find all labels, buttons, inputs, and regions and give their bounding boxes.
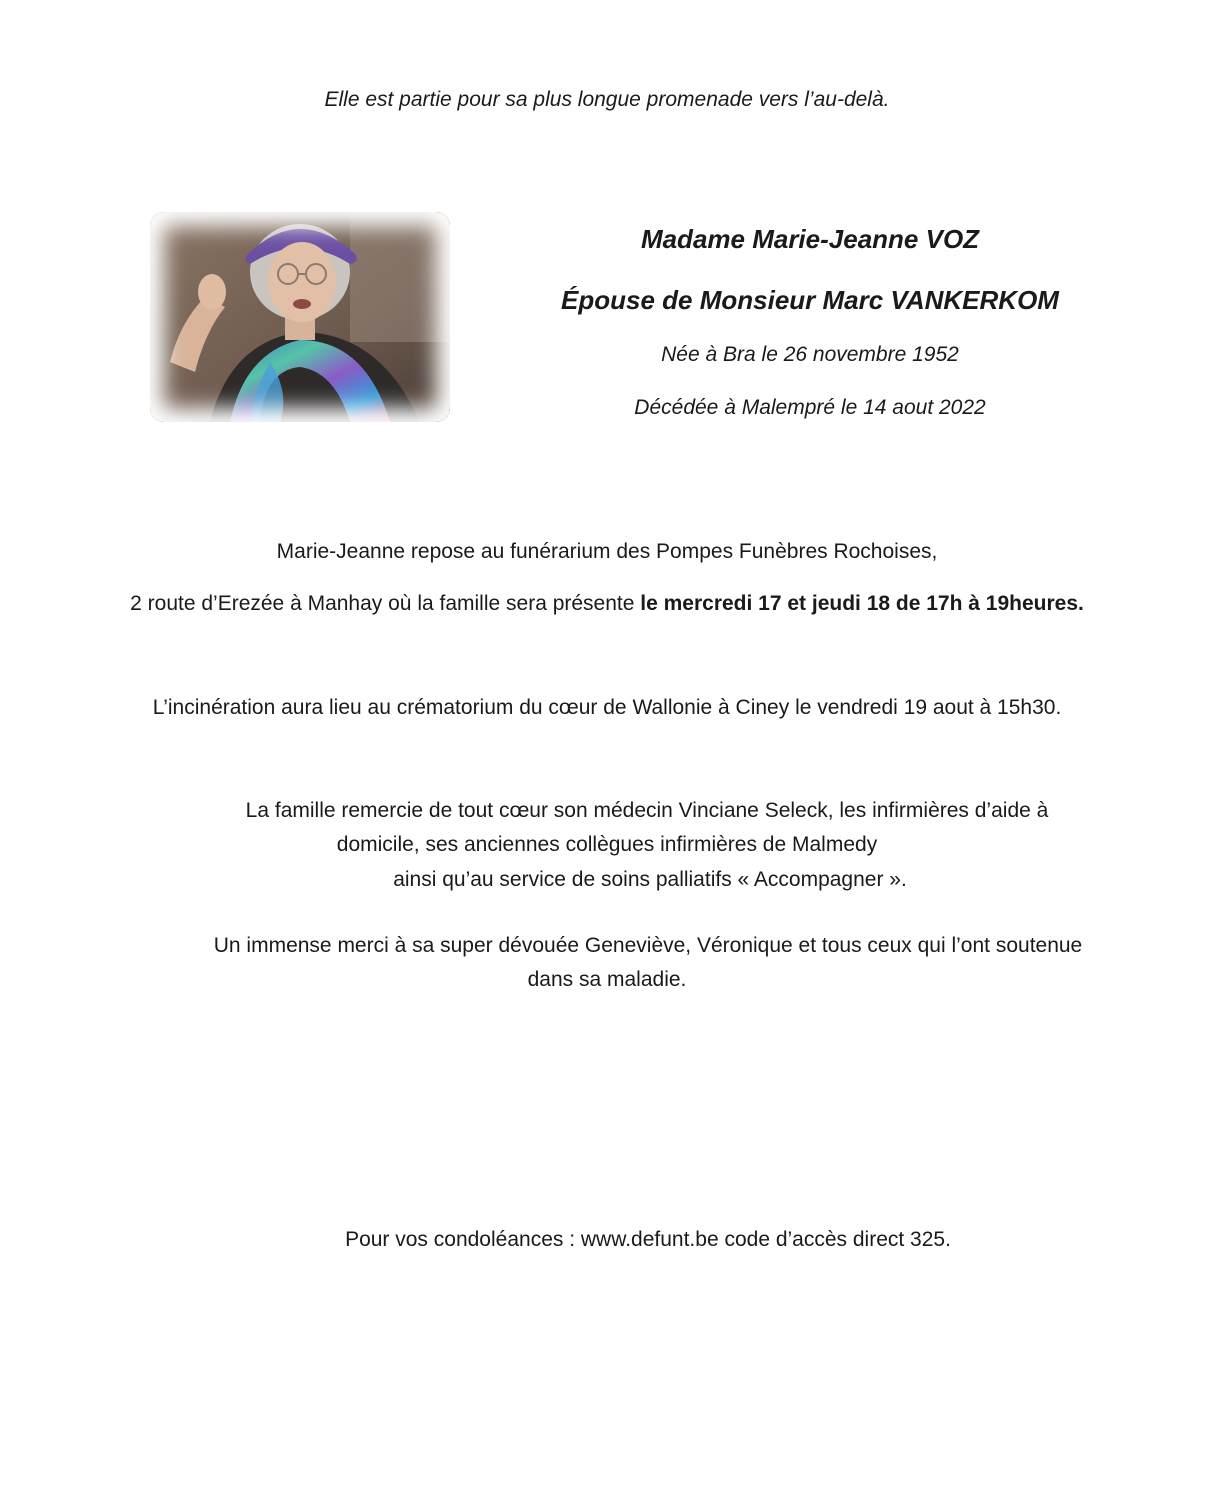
thanks-line-3: ainsi qu’au service de soins palliatifs « Accompagner ». bbox=[393, 868, 907, 891]
epigraph: Elle est partie pour sa plus longue promenade vers l’au-delà. bbox=[324, 88, 890, 111]
visitation-line-1: Marie-Jeanne repose au funérarium des Pompes Funèbres Rochoises, bbox=[276, 540, 938, 563]
spouse-line: Épouse de Monsieur Marc VANKERKOM bbox=[561, 285, 1059, 315]
thanks-line-2: domicile, ses anciennes collègues infirmières de Malmedy bbox=[336, 833, 878, 856]
visitation-address: 2 route d’Erezée à Manhay où la famille sera présente bbox=[130, 592, 641, 615]
visitation-dates: le mercredi 17 et jeudi 18 de 17h à 19heures. bbox=[640, 592, 1084, 615]
death-line: Décédée à Malempré le 14 aout 2022 bbox=[634, 396, 986, 419]
visitation-line-2 bbox=[0, 590, 1214, 618]
thanks-line-1: La famille remercie de tout cœur son médecin Vinciane Seleck, les infirmières d’aide à bbox=[245, 799, 1049, 822]
portrait-image bbox=[150, 212, 450, 422]
condolences-line: Pour vos condoléances : www.defunt.be code d’accès direct 325. bbox=[345, 1228, 951, 1251]
birth-line: Née à Bra le 26 novembre 1952 bbox=[661, 343, 959, 366]
thanks-line-4: Un immense merci à sa super dévouée Geneviève, Véronique et tous ceux qui l’ont soutenue bbox=[213, 934, 1083, 957]
portrait-photo bbox=[150, 212, 450, 422]
thanks-line-5: dans sa maladie. bbox=[527, 968, 687, 991]
deceased-name: Madame Marie-Jeanne VOZ bbox=[640, 224, 980, 254]
cremation-notice: L’incinération aura lieu au crématorium du cœur de Wallonie à Ciney le vendredi 19 aout à 15h30. bbox=[152, 696, 1062, 719]
